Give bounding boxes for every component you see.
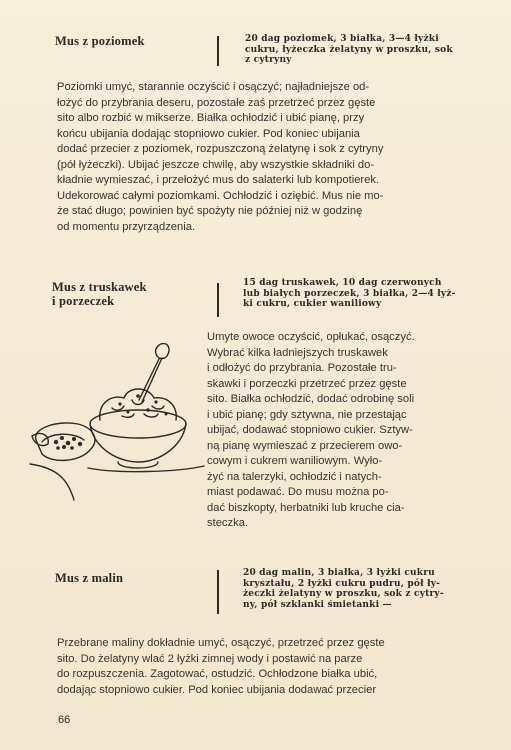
ingredient-line: 20 dag malin, 3 białka, 3 łyżki cukru <box>243 568 435 578</box>
ingredient-line: lub białych porzeczek, 3 białka, 2—4 łyż- <box>243 288 456 299</box>
recipe-title-line: i porzeczek <box>52 294 115 308</box>
ingredient-line: z cytryny <box>245 55 292 65</box>
body-line: Udekorować całymi poziomkami. Ochłodzić i oziębić. Mus nie mo- <box>57 189 384 202</box>
body-line: Wybrać kilka ładniejszych truskawek <box>207 346 388 359</box>
body-line: steczka. <box>207 517 249 529</box>
body-line: kładnie wymieszać, i przełożyć mus do salaterki lub kompotierek. <box>57 174 380 186</box>
body-line: Przebrane maliny dokładnie umyć, osączyć, przetrzeć przez gęste <box>57 637 385 649</box>
body-line: i odłożyć do przybrania. Pozostałe tru- <box>207 362 397 374</box>
body-line: końcu ubijania dodając stopniowo cukier. Pod koniec ubijania <box>57 127 360 140</box>
body-line: Poziomki umyć, starannie oczyścić i osączyć; najładniejsze od- <box>57 81 370 93</box>
body-line: do rozpuszczenia. Zagotować, ostudzić. Ochłodzone białka ubić, <box>57 668 378 680</box>
body-line: sito. Białka ochłodzić, dodać odrobinę soli <box>207 393 415 405</box>
ingredient-line: ny, pół szklanki śmietanki — <box>243 599 392 610</box>
ingredients-divider <box>217 36 219 66</box>
ingredient-line: kryształu, 2 łyżki cukru pudru, pół ły- <box>243 578 441 589</box>
page-number: 66 <box>58 714 71 726</box>
dessert-bowl-illustration <box>28 340 208 510</box>
body-line: (pół łyżeczki). Ubijać jeszcze chwilę, aby wszystkie składniki do- <box>57 158 375 171</box>
recipe-title-poziomek <box>55 34 145 48</box>
ingredient-line: żeczki żelatyny w proszku, sok z cytry- <box>243 589 444 599</box>
ingredient-line: ki cukru, cukier waniliowy <box>243 299 382 309</box>
ingredient-line: 20 dag poziomek, 3 białka, 3—4 łyżki <box>245 34 439 44</box>
body-line: żyć na talerzyki, ochłodzić i natych- <box>207 470 382 483</box>
body-line: sito albo rozbić w mikserze. Białka ochłodzić i ubić pianę, przy <box>57 112 365 124</box>
body-line: cowym i cukrem waniliowym. Wyło- <box>207 455 383 467</box>
body-line: dodać przecier z poziomek, rozpuszczoną żelatynę i sok z cytryny <box>57 143 384 155</box>
body-line: skawki i porzeczki przetrzeć przez gęste <box>207 377 407 390</box>
body-line: ubijać, dodawać stopniowo cukier. Sztyw- <box>207 424 413 436</box>
ingredients-divider <box>217 283 219 317</box>
body-line: i ubić pianę; gdy sztywna, nie przestając <box>207 408 407 421</box>
body-line: że stać długo; powinien być spożyty nie później niż w godzinę <box>57 205 363 217</box>
body-line: łożyć do przybrania deseru, pozostałe zaś przetrzeć przez gęste <box>57 96 376 109</box>
ingredients-poziomek <box>245 34 453 66</box>
recipe-title-truskawek <box>52 280 147 308</box>
recipe-title-line: Mus z poziomek <box>55 34 145 48</box>
ingredient-line: cukru, łyżeczka żelatyny w proszku, sok <box>245 44 453 55</box>
body-line: sito. Do żelatyny wlać 2 łyżki zimnej wody i postawić na parze <box>57 652 363 665</box>
ingredient-line: 15 dag truskawek, 10 dag czerwonych <box>243 278 442 288</box>
body-line: dać biszkopty, herbatniki lub kruche cia- <box>207 501 405 514</box>
recipe-title-malin <box>55 571 123 585</box>
ingredients-divider <box>217 570 219 614</box>
body-line: dodając stopniowo cukier. Pod koniec ubijania dodawać przecier <box>57 683 377 696</box>
recipe-body-truskawek <box>207 330 489 532</box>
recipe-title-line: Mus z truskawek <box>52 280 147 294</box>
recipe-title-line: Mus z malin <box>55 571 124 585</box>
recipe-body-poziomek <box>57 80 489 235</box>
body-line: od momentu przyrządzenia. <box>57 220 196 233</box>
ingredients-truskawek <box>243 278 456 310</box>
recipe-body-malin <box>57 636 489 698</box>
body-line: ną pianę wymieszać z przecierem owo- <box>207 439 403 452</box>
body-line: Umyte owoce oczyścić, opłukać, osączyć. <box>207 331 415 343</box>
ingredients-malin <box>243 568 444 610</box>
body-line: miast podawać. Do musu można po- <box>207 486 389 498</box>
